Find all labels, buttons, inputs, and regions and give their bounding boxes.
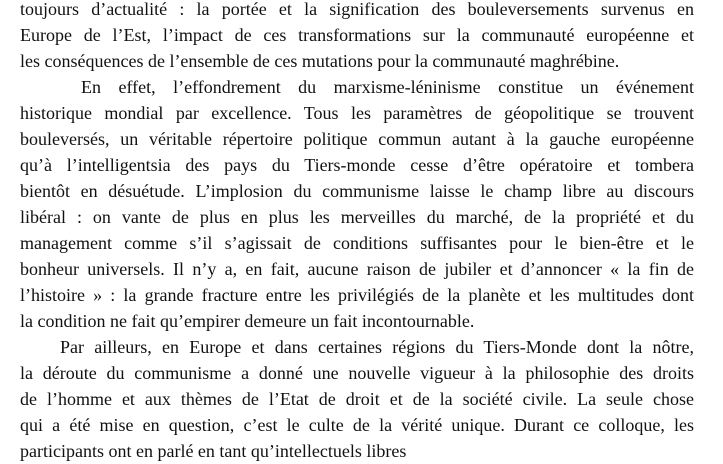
text-line-15: la déroute du communisme a donné une nouvelle vigueur à la philosophie des droits — [20, 363, 694, 383]
text-line-4: En effet, l’effondrement du marxisme-léninisme constitue un événement — [81, 77, 694, 97]
text-line-9: libéral : on vante de plus en plus les merveilles du marché, de la propriété et du — [20, 207, 694, 227]
text-line-18: participants ont en parlé en tant qu’intellectuels libres — [20, 441, 407, 461]
text-line-17: qui a été mise en question, c’est le culte de la vérité unique. Durant ce colloque, les — [20, 415, 694, 435]
text-line-1: toujours d’actualité : la portée et la signification des bouleversements survenus en — [20, 0, 694, 19]
text-line-13: la condition ne fait qu’empirer demeure un fait incontournable. — [20, 311, 475, 331]
text-line-10: management comme s’il s’agissait de conditions suffisantes pour le bien-être et le — [20, 233, 694, 253]
text-line-3: les conséquences de l’ensemble de ces mutations pour la communauté maghrébine. — [20, 51, 620, 71]
text-line-2: Europe de l’Est, l’impact de ces transformations sur la communauté européenne et — [20, 25, 694, 45]
text-line-12: l’histoire » : la grande fracture entre les privilégiés de la planète et les multitudes dont — [20, 285, 694, 305]
text-line-16: de l’homme et aux thèmes de l’Etat de droit et de la société civile. La seule chose — [20, 389, 694, 409]
text-line-7: qu’à l’intelligentsia des pays du Tiers-monde cesse d’être opératoire et tombera — [20, 155, 694, 175]
text-line-11: bonheur universels. Il n’y a, en fait, aucune raison de jubiler et d’annoncer « la fin de — [20, 259, 694, 279]
text-line-14: Par ailleurs, en Europe et dans certaines régions du Tiers-Monde dont la nôtre, — [60, 337, 694, 357]
text-line-6: bouleversés, un véritable répertoire politique commun autant à la gauche européenne — [20, 129, 694, 149]
text-line-5: historique mondial par excellence. Tous les paramètres de géopolitique se trouvent — [20, 103, 694, 123]
text-line-8: bientôt en désuétude. L’implosion du communisme laisse le champ libre au discours — [20, 181, 694, 201]
